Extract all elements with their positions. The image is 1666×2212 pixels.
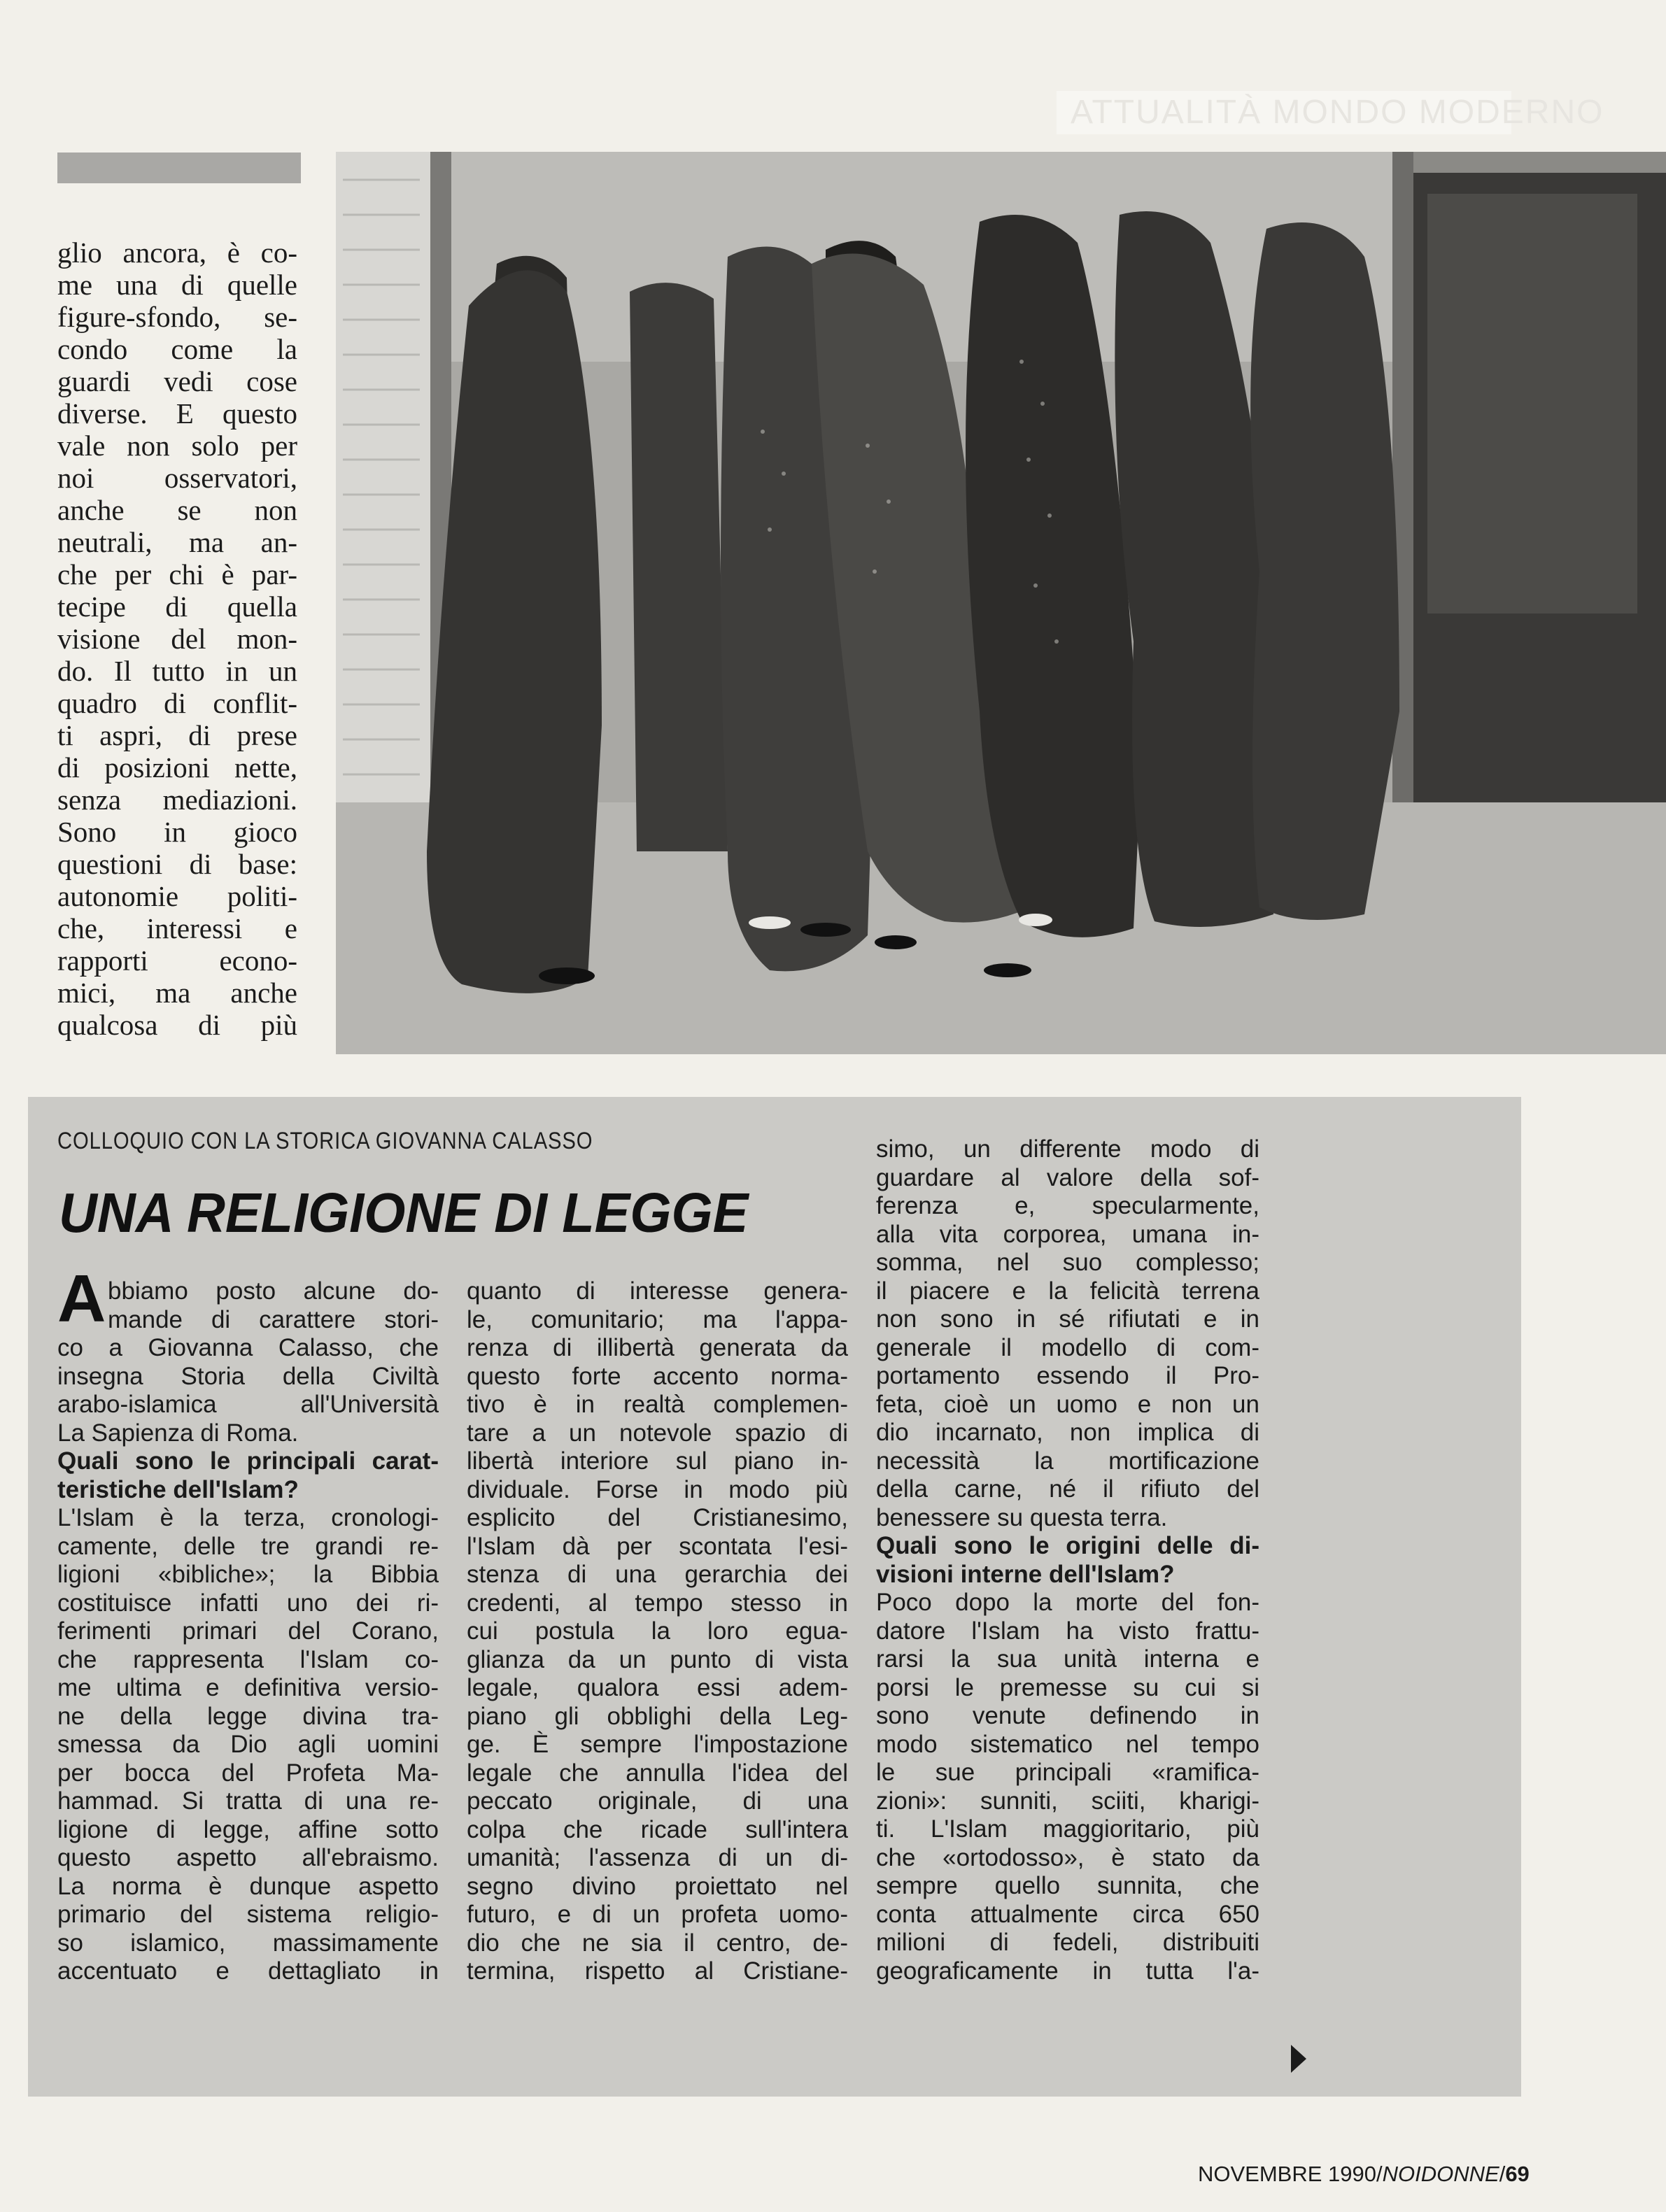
- text-line: ligione di legge, affine sotto: [57, 1815, 439, 1843]
- text-line: ti aspri, di prese: [57, 719, 297, 751]
- article-kicker: COLLOQUIO CON LA STORICA GIOVANNA CALASSO: [57, 1128, 593, 1154]
- text-line: figure-sfondo, se-: [57, 301, 297, 333]
- article-title: UNA RELIGIONE DI LEGGE: [59, 1182, 749, 1244]
- text-line: ligioni «bibliche»; la Bibbia: [57, 1561, 439, 1588]
- question-line: teristiche dell'Islam?: [57, 1475, 299, 1503]
- veiled-women-photo: [336, 152, 1666, 1054]
- text-line: quadro di conflit-: [57, 687, 297, 719]
- footer-magazine: NOIDONNE: [1382, 2162, 1499, 2186]
- text-line: tecipe di quella: [57, 590, 297, 623]
- text-line: arabo-islamica all'Università: [57, 1391, 439, 1418]
- text-line: il piacere e la felicità terrena: [876, 1277, 1259, 1305]
- text-line: mande di carattere stori-: [108, 1305, 439, 1333]
- question-line: visioni interne dell'Islam?: [876, 1560, 1175, 1588]
- text-line: ferenza e, specularmente,: [876, 1192, 1259, 1219]
- text-line: mici, ma anche: [57, 977, 297, 1009]
- text-line: che, interessi e: [57, 912, 297, 944]
- text-line: ge. È sempre l'impostazione: [467, 1731, 848, 1758]
- text-line: neutrali, ma an-: [57, 526, 297, 558]
- text-line: che «ortodosso», è stato da: [876, 1843, 1259, 1871]
- text-line: esplicito del Cristianesimo,: [467, 1504, 848, 1531]
- text-line: L'Islam è la terza, cronologi-: [57, 1504, 439, 1531]
- text-line: feta, cioè un uomo e non un: [876, 1390, 1259, 1418]
- text-line: autonomie politi-: [57, 880, 297, 912]
- text-line: sono venute definendo in: [876, 1702, 1259, 1729]
- text-line: dividuale. Forse in modo più: [467, 1475, 848, 1503]
- text-line: alla vita corporea, umana in-: [876, 1220, 1259, 1248]
- question-line: Quali sono le origini delle di-: [876, 1532, 1259, 1559]
- footer-date: NOVEMBRE 1990/: [1198, 2162, 1383, 2186]
- text-line: tivo è in realtà complemen-: [467, 1391, 848, 1418]
- text-line: somma, nel suo complesso;: [876, 1249, 1259, 1276]
- text-line: smessa da Dio agli uomini: [57, 1731, 439, 1758]
- text-line: che per chi è par-: [57, 558, 297, 590]
- text-line: dio incarnato, non implica di: [876, 1419, 1259, 1446]
- text-line: portamento essendo il Pro-: [876, 1362, 1259, 1389]
- text-line: diverse. E questo: [57, 397, 297, 430]
- text-line: La Sapienza di Roma.: [57, 1419, 299, 1447]
- text-line: visione del mon-: [57, 623, 297, 655]
- page-footer: [1198, 2162, 1530, 2187]
- text-line: glianza da un punto di vista: [467, 1645, 848, 1673]
- text-line: umanità; l'assenza di un di-: [467, 1844, 848, 1871]
- text-line: cui postula la loro egua-: [467, 1617, 848, 1645]
- text-line: guardare al valore della sof-: [876, 1163, 1259, 1191]
- text-line: insegna Storia della Civiltà: [57, 1362, 439, 1390]
- text-line: che rappresenta l'Islam co-: [57, 1645, 439, 1673]
- text-line: accentuato e dettagliato in: [57, 1957, 439, 1985]
- text-line: condo come la: [57, 333, 297, 365]
- text-line: questo forte accento norma-: [467, 1362, 848, 1390]
- text-line: stenza di una gerarchia dei: [467, 1561, 848, 1588]
- text-line: datore l'Islam ha visto frattu-: [876, 1617, 1259, 1645]
- text-line: co a Giovanna Calasso, che: [57, 1334, 439, 1361]
- text-line: simo, un differente modo di: [876, 1135, 1259, 1163]
- running-header: ATTUALITÀ MONDO MODERNO: [1057, 91, 1511, 134]
- text-line: me una di quelle: [57, 269, 297, 301]
- article-column-1: [57, 1277, 439, 1986]
- text-line: quanto di interesse genera-: [467, 1277, 848, 1305]
- page-number: 69: [1505, 2162, 1530, 2186]
- text-line: modo sistematico nel tempo: [876, 1730, 1259, 1758]
- text-line: bbiamo posto alcune do-: [108, 1277, 439, 1305]
- text-line: colpa che ricade sull'intera: [467, 1815, 848, 1843]
- text-line: credenti, al tempo stesso in: [467, 1589, 848, 1617]
- article-column-3: [876, 1135, 1259, 1985]
- text-line: non sono in sé rifiutati e in: [876, 1305, 1259, 1333]
- text-line: Poco dopo la morte del fon-: [876, 1589, 1259, 1616]
- drop-cap: A: [57, 1261, 106, 1336]
- text-line: rarsi la sua unità interna e: [876, 1645, 1259, 1673]
- text-line: vale non solo per: [57, 430, 297, 462]
- text-line: benessere su questa terra.: [876, 1503, 1168, 1531]
- footer-sep: /: [1499, 2162, 1506, 2186]
- text-line: necessità la mortificazione: [876, 1447, 1259, 1475]
- text-line: hammad. Si tratta di una re-: [57, 1787, 439, 1815]
- text-line: La norma è dunque aspetto: [57, 1872, 439, 1900]
- text-line: della carne, né il rifiuto del: [876, 1475, 1259, 1503]
- text-line: per bocca del Profeta Ma-: [57, 1759, 439, 1787]
- text-line: le sue principali «ramifica-: [876, 1759, 1259, 1786]
- text-line: generale il modello di com-: [876, 1333, 1259, 1361]
- text-line: qualcosa di più: [57, 1009, 297, 1041]
- left-column-text: [57, 236, 297, 1041]
- text-line: costituisce infatti uno dei ri-: [57, 1589, 439, 1617]
- text-line: questo aspetto all'ebraismo.: [57, 1844, 439, 1871]
- text-line: l'Islam dà per scontata l'esi-: [467, 1532, 848, 1560]
- question-line: Quali sono le principali carat-: [57, 1447, 439, 1475]
- text-line: questioni di base:: [57, 848, 297, 880]
- text-line: legale, qualora essi adem-: [467, 1674, 848, 1701]
- text-line: primario del sistema religio-: [57, 1901, 439, 1928]
- text-line: Sono in gioco: [57, 816, 297, 848]
- text-line: anche se non: [57, 494, 297, 526]
- text-line: termina, rispetto al Cristiane-: [467, 1957, 848, 1985]
- text-line: conta attualmente circa 650: [876, 1900, 1259, 1928]
- continue-arrow-icon: [1291, 2045, 1306, 2073]
- text-line: guardi vedi cose: [57, 365, 297, 397]
- text-line: ne della legge divina tra-: [57, 1702, 439, 1730]
- text-line: ti. L'Islam maggioritario, più: [876, 1815, 1259, 1843]
- text-line: tare a un notevole spazio di: [467, 1419, 848, 1447]
- text-line: legale che annulla l'idea del: [467, 1759, 848, 1787]
- text-line: libertà interiore sul piano in-: [467, 1447, 848, 1475]
- text-line: piano gli obblighi della Leg-: [467, 1702, 848, 1730]
- text-line: peccato originale, di una: [467, 1787, 848, 1815]
- text-line: do. Il tutto in un: [57, 655, 297, 687]
- text-line: di posizioni nette,: [57, 751, 297, 784]
- text-line: geograficamente in tutta l'a-: [876, 1957, 1259, 1985]
- text-line: noi osservatori,: [57, 462, 297, 494]
- text-line: zioni»: sunniti, sciiti, kharigi-: [876, 1787, 1259, 1815]
- text-line: segno divino proiettato nel: [467, 1872, 848, 1900]
- text-line: glio ancora, è co-: [57, 236, 297, 269]
- text-line: me ultima e definitiva versio-: [57, 1674, 439, 1701]
- text-line: dio che ne sia il centro, de-: [467, 1929, 848, 1957]
- photo-illustration: [336, 152, 1666, 1054]
- section-tab: [57, 153, 301, 183]
- text-line: sempre quello sunnita, che: [876, 1872, 1259, 1899]
- text-line: rapporti econo-: [57, 944, 297, 977]
- text-line: futuro, e di un profeta uomo-: [467, 1901, 848, 1928]
- text-line: senza mediazioni.: [57, 784, 297, 816]
- article-column-2: [467, 1277, 848, 1986]
- text-line: renza di illibertà generata da: [467, 1334, 848, 1361]
- text-line: milioni di fedeli, distribuiti: [876, 1929, 1259, 1956]
- text-line: camente, delle tre grandi re-: [57, 1532, 439, 1560]
- text-line: so islamico, massimamente: [57, 1929, 439, 1957]
- text-line: le, comunitario; ma l'appa-: [467, 1305, 848, 1333]
- text-line: porsi le premesse su cui si: [876, 1673, 1259, 1701]
- text-line: ferimenti primari del Corano,: [57, 1617, 439, 1645]
